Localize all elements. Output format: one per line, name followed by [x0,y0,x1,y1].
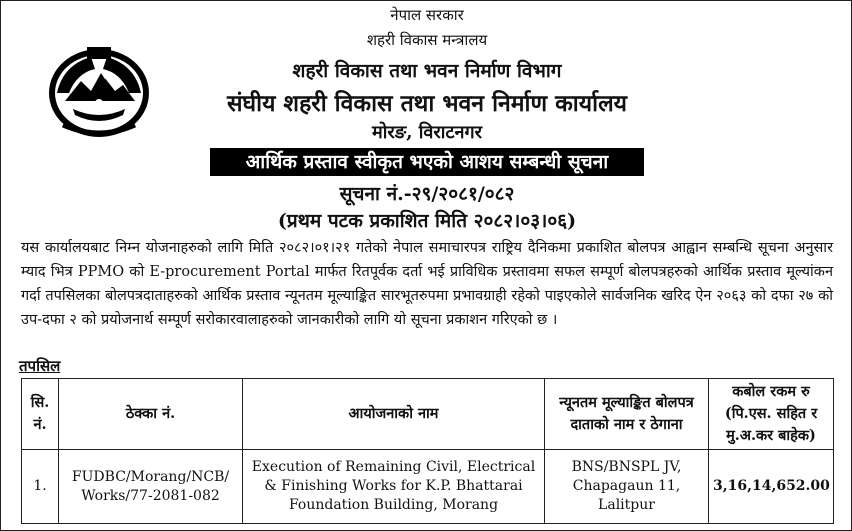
row-sn: 1. [22,450,59,524]
table-row [22,450,834,524]
row-contract-no: FUDBC/Morang/NCB/ Works/77-2081-082 [59,450,243,524]
header-contract-no: ठेक्का नं. [59,379,243,450]
table-caption: तपसिल [19,357,61,375]
table-header-row [22,379,834,450]
notice-banner: आर्थिक प्रस्ताव स्वीकृत भएको आशय सम्बन्धी सूचना [210,148,644,176]
row-amount: 3,16,14,652.00 [709,450,834,524]
header-sn: सि. नं. [22,379,59,450]
header-ministry: शहरी विकास मन्त्रालय [366,31,488,49]
header-location: मोरङ, विराटनगर [371,122,483,143]
header-government: नेपाल सरकार [390,6,464,24]
header-department: शहरी विकास तथा भवन निर्माण विभाग [292,60,562,82]
header-bidder: न्यूनतम मूल्याङ्कित बोलपत्र दाताको नाम र ठेगाना [545,379,709,450]
notice-number: सूचना नं.-२९/२०८१/०८२ [339,183,515,205]
header-amount: कबोल रकम रु (पि.एस. सहित र मु.अ.कर बाहेक) [709,379,834,450]
notice-published-date: (प्रथम पटक प्रकाशित मिति २०८२।०३।०६) [277,210,577,232]
row-bidder: BNS/BNSPL JV, Chapagaun 11, Lalitpur [545,450,709,524]
header-office: संघीय शहरी विकास तथा भवन निर्माण कार्यालय [226,90,627,117]
row-project-name: Execution of Remaining Civil, Electrical & Finishing Works for K.P. Bhattarai Foundation Building, Morang [243,450,545,524]
notice-body: यस कार्यालयबाट निम्न योजनाहरुको लागि मिति २०८२।०१।२१ गतेको नेपाल समाचारपत्र राष्ट्रिय दैनिकमा प्रकाशित बोलपत्र आह्वान सम्बन्धि सूचना अनुसार म्याद भित्र PPMO को E-procurement Portal मार्फत रितपूर्वक दर्ता भई प्राविधिक प्रस्तावमा सफल सम्पूर्ण बोलपत्रहरुको आर्थिक प्रस्ताव मूल्यांकन गर्दा तपसिलका बोलपत्रदाताहरुको आर्थिक प्रस्ताव न्यूनतम मूल्याङ्कित सारभूतरुपमा प्रभावग्राही रहेको पाइएकोले सार्वजनिक खरिद ऐन २०६३ को दफा २७ को उप-दफा २ को प्रयोजनार्थ सम्पूर्ण सरोकारवालाहरुको जानकारीको लागि यो सूचना प्रकाशन गरिएको छ । [21,240,833,328]
header-project-name: आयोजनाको नाम [243,379,545,450]
details-table [21,378,834,524]
